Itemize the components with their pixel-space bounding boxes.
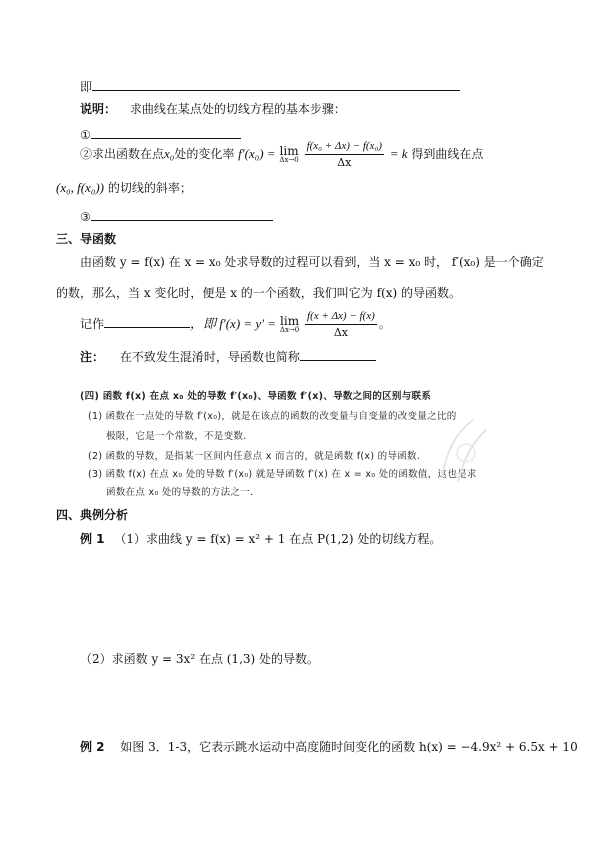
example2-text: 如图 3．1-3，它表示跳水运动中高度随时间变化的函数 h(x) = −4.9x² + 6.5x + 10 — [120, 740, 578, 754]
step1-label: ① — [80, 128, 91, 142]
notebox-item3-line1: (3) 函数 f(x) 在点 x₀ 处的导数 f′(x₀) 就是导函数 f′(x) 在 x = x₀ 处的函数值，这也是求 — [88, 469, 477, 480]
note-text: 在不致发生混淆时，导函数也简称 — [119, 350, 300, 364]
ji-label: 即 — [80, 80, 93, 94]
step2-rhs: = k — [389, 146, 408, 162]
record-mid: ，即 f′(x) = y′ = — [190, 316, 277, 332]
record-row — [80, 310, 391, 339]
example1-label: 例 1 — [80, 532, 105, 546]
section3-para1-line1: 由函数 y = f(x) 在 x = x₀ 处求导数的过程可以看到，当 x = x₀ 时， f′(x₀) 是一个确定 — [80, 255, 544, 269]
step3-blank — [91, 208, 273, 221]
record-fraction: $\frac{f(x + \Delta x) - f(x)}{\Delta x}$ — [307, 310, 375, 340]
notebox-item2: (2) 函数的导数，是指某一区间内任意点 x 而言的，就是函数 f(x) 的导函数. — [88, 451, 421, 462]
record-end: 。 — [378, 317, 391, 332]
section4-heading: 四、典例分析 — [56, 508, 129, 522]
step2-point: x₀ — [164, 146, 175, 162]
step3-label: ③ — [80, 210, 91, 224]
example1-row — [80, 532, 441, 546]
step2-fraction: $\frac{\text{f(x₀ + Δx) − f(x₀)}}{\Delta x}$ — [306, 140, 382, 170]
notebox-item1-line2: 极限，它是一个常数，不是变数. — [106, 431, 247, 442]
step2-suffix: 得到曲线在点 — [411, 147, 484, 162]
step2-cont-point: (x₀, f(x₀)) — [56, 180, 105, 195]
note-label: 注： — [80, 350, 105, 364]
step1-blank — [91, 126, 241, 139]
step3-row — [80, 208, 273, 224]
example2-row — [80, 740, 578, 754]
explain-label: 说明： — [80, 102, 117, 116]
notebox-item3-line2: 函数在点 x₀ 处的导数的方法之一. — [106, 487, 254, 498]
step2-lhs: f′(x₀) = — [238, 146, 276, 162]
record-prefix: 记作 — [80, 317, 105, 332]
example1-part2: （2）求函数 y = 3x² 在点 (1,3) 处的导数。 — [80, 652, 320, 666]
record-limit: lim Δx→0 — [279, 314, 300, 335]
note-blank — [300, 348, 376, 361]
step2-prefix: ②求出函数在点 — [80, 147, 165, 162]
ji-row — [80, 78, 460, 94]
explain-text: 求曲线在某点处的切线方程的基本步骤： — [129, 102, 346, 116]
example1-text: （1）求曲线 y = f(x) = x² + 1 在点 P(1,2) 处的切线方程。 — [114, 532, 442, 546]
step2-limit: lim Δx→0 — [279, 144, 299, 165]
watermark-stamp — [428, 408, 498, 493]
notebox-item1-line1: (1) 函数在一点处的导数 f′(x₀)，就是在该点的函数的改变量与自变量的改变量之比的 — [88, 411, 457, 422]
step2-mid: 处的变化率 — [174, 147, 235, 162]
explain-row — [80, 102, 346, 116]
notebox-title: (四) 函数 f(x) 在点 x₀ 处的导数 f′(x₀)、导函数 f′(x)、导数之间的区别与联系 — [80, 391, 432, 402]
record-blank — [104, 315, 190, 328]
step2-cont-row — [56, 180, 192, 196]
section3-heading: 三、导函数 — [56, 232, 117, 246]
step2-cont-text: 的切线的斜率； — [107, 181, 192, 195]
note-row — [80, 348, 376, 364]
ji-blank — [92, 78, 460, 91]
step2-row — [80, 140, 483, 169]
section3-para1-line2: 的数，那么，当 x 变化时，便是 x 的一个函数，我们叫它为 f(x) 的导函数。 — [56, 286, 461, 300]
example2-label: 例 2 — [80, 740, 105, 754]
